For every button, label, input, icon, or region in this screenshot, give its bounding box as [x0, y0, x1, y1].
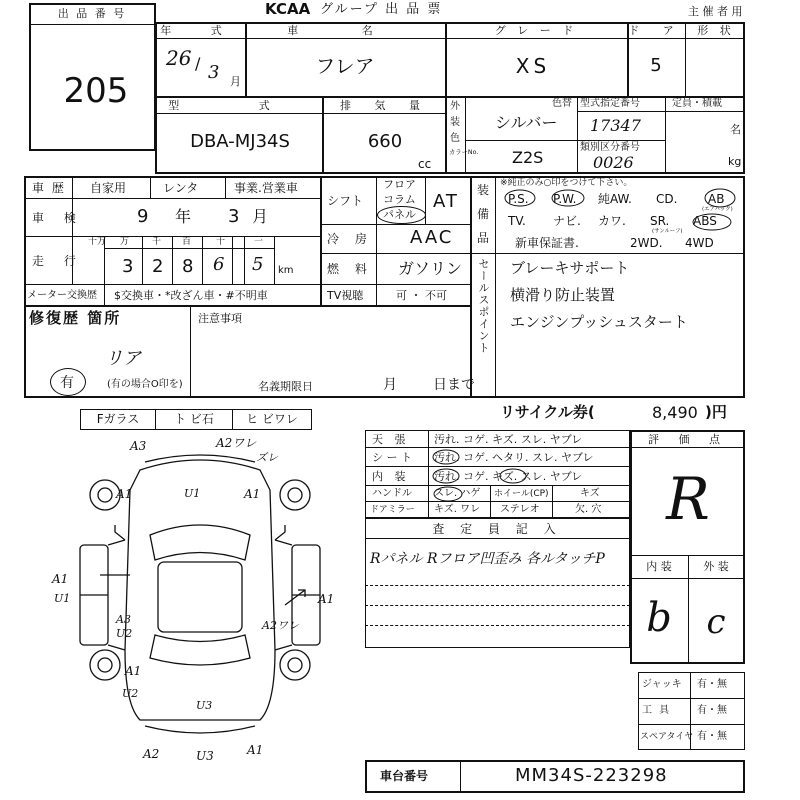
- tv-value: 可 ・ 不可: [396, 289, 447, 302]
- aircon-label: 冷 房: [327, 232, 373, 246]
- seat-label: シ ー ト: [372, 451, 412, 464]
- displacement-value: 660: [367, 131, 403, 152]
- glass-chip: ト ビ石: [174, 412, 214, 426]
- sales-point: 横滑り防止装置: [510, 286, 616, 304]
- damage-mark: A1: [244, 487, 261, 501]
- damage-mark: A2ワレ: [216, 436, 257, 450]
- capacity-label: 定員・積載: [672, 98, 722, 109]
- equip-tv: TV.: [508, 214, 526, 228]
- mileage-digit: 8: [182, 256, 194, 277]
- mileage-digit: 2: [152, 256, 164, 277]
- damage-mark: ズレ: [256, 451, 278, 464]
- handle-values: スレ. ハゲ: [434, 488, 481, 499]
- interior-label: 内 装: [372, 470, 410, 483]
- year-value: 26: [166, 46, 192, 70]
- equip-ab: AB: [708, 192, 725, 206]
- color-code-label: カラーNo.: [449, 149, 479, 157]
- equip-2wd: 2WD.: [630, 236, 663, 250]
- mirror-values: キズ. ワレ: [434, 504, 481, 515]
- organizer-label: 主 催 者 用: [688, 5, 743, 18]
- model-value: DBA-MJ34S: [190, 131, 290, 152]
- grade-value: XS: [515, 54, 551, 78]
- repair-has: 有: [60, 375, 74, 391]
- mileage-label: 走 行: [32, 254, 84, 268]
- damage-mark: A3: [116, 613, 131, 626]
- interior-grade-label: 内 装: [646, 560, 672, 573]
- chassis-label: 車台番号: [380, 769, 429, 783]
- kcaa-logo: KCAA: [265, 0, 311, 18]
- glass-crack: ヒ ビワレ: [246, 412, 298, 426]
- equip-cd: CD.: [656, 192, 678, 206]
- interior-values: 汚れ. コゲ. キズ. スレ. ヤブレ: [434, 470, 583, 483]
- shift-label: シフト: [327, 194, 364, 208]
- ceiling-label: 天 張: [372, 433, 410, 446]
- inspection-month: 3: [228, 206, 240, 227]
- equipment-hand-marks: [500, 184, 745, 234]
- glass-front: Fガラス: [96, 412, 140, 426]
- history-rental: レンタ: [163, 181, 199, 195]
- equip-pw: P.W.: [553, 192, 577, 206]
- history-business: 事業.営業車: [234, 181, 298, 195]
- exterior-color: シルバー: [495, 113, 558, 132]
- repair-location: リア: [105, 348, 141, 369]
- mileage-digit: 3: [122, 256, 134, 277]
- damage-mark: U2: [116, 627, 133, 640]
- month-unit: 月: [230, 75, 241, 88]
- inspector-comment: Rパネル Rフロア凹歪み 各ルタッチP: [370, 551, 605, 567]
- category-number: 0026: [593, 153, 634, 172]
- ceiling-values: 汚れ. コゲ. キズ. スレ. ヤブレ: [434, 433, 583, 446]
- damage-mark: A1: [247, 743, 264, 757]
- damage-mark: U2: [122, 687, 139, 700]
- jack-value: 有・無: [697, 679, 727, 690]
- fuel-value: ガソリン: [398, 259, 463, 278]
- displacement-label: 排 気 量: [340, 99, 430, 112]
- expiry-label: 名義期限日: [258, 380, 313, 393]
- evaluation-score: R: [666, 465, 710, 533]
- spare-tire-value: 有・無: [697, 731, 727, 742]
- recycle-amount: 8,490: [652, 403, 698, 422]
- equip-aw: 純AW.: [598, 192, 632, 206]
- meter-options: $交換車・*改ざん車・#不明車: [114, 289, 268, 302]
- seat-values: 汚れ. コゲ. ヘタリ. スレ. ヤブレ: [434, 451, 594, 464]
- interior-grade: b: [646, 595, 672, 641]
- mirror-label: ドアミラー: [370, 505, 415, 515]
- recycle-unit: )円: [705, 403, 727, 421]
- history-label: 車 歴: [32, 181, 66, 195]
- mileage-digit: 5: [252, 254, 264, 275]
- type-designation-number: 17347: [590, 116, 641, 135]
- shift-value: AT: [433, 191, 459, 212]
- meter-label: メーター交換歴: [27, 290, 97, 301]
- damage-mark: U1: [184, 487, 201, 500]
- car-name-label: 車 名: [287, 24, 403, 37]
- damage-mark: A2: [143, 747, 160, 761]
- stereo-label: ステレオ: [500, 504, 540, 515]
- model-label: 型 式: [168, 99, 308, 112]
- displacement-unit: cc: [418, 157, 432, 171]
- damage-mark: A1: [52, 572, 69, 586]
- damage-mark: A1: [125, 664, 142, 678]
- damage-mark: U1: [54, 592, 71, 605]
- shape-label: 形 状: [697, 24, 735, 37]
- damage-mark: U3: [196, 699, 213, 712]
- jack-label: ジャッキ: [642, 679, 682, 690]
- equip-4wd: 4WD: [685, 236, 714, 250]
- equip-navi: ナビ.: [553, 214, 581, 228]
- doors-value: 5: [650, 55, 662, 76]
- equip-leather: カワ.: [598, 214, 626, 228]
- color-code: Z2S: [512, 148, 544, 167]
- interior-hand-marks: [430, 447, 590, 503]
- lot-number: 205: [63, 71, 129, 111]
- damage-mark: A1: [318, 592, 335, 606]
- exterior-grade: c: [706, 602, 726, 642]
- tools-value: 有・無: [697, 705, 727, 716]
- inspection-year: 9: [137, 206, 149, 227]
- tools-label: 工 具: [642, 705, 672, 716]
- repair-note: (有の場合O印を): [107, 379, 183, 390]
- recycle-label: リサイクル券(: [500, 403, 595, 421]
- damage-mark: A1: [116, 487, 133, 501]
- sales-point: エンジンプッシュスタート: [510, 313, 688, 331]
- damage-mark: U3: [196, 749, 214, 763]
- equip-warranty: 新車保証書.: [515, 236, 579, 250]
- spare-tire-label: スペアタイヤ: [640, 732, 694, 742]
- car-name: フレア: [315, 54, 375, 78]
- grade-label: グ レ ー ド: [494, 24, 578, 37]
- aircon-value: AAC: [410, 227, 454, 248]
- damage-mark: A2ワレ: [262, 619, 299, 632]
- equip-abs: ABS: [693, 214, 717, 228]
- sales-point: ブレーキサポート: [510, 259, 630, 277]
- stereo-values: 欠. 穴: [575, 504, 602, 515]
- handle-label: ハンドル: [372, 488, 412, 499]
- evaluation-label: 評 価 点: [648, 433, 728, 446]
- sales-points-label: セールスポイント: [477, 258, 490, 354]
- inspection-label: 車 検: [32, 211, 84, 225]
- car-diagram: [70, 440, 330, 740]
- notes-label: 注意事項: [198, 312, 242, 325]
- mileage-digit: 6: [213, 254, 225, 275]
- damage-mark: A3: [130, 439, 147, 453]
- wheel-values: キズ: [580, 488, 600, 499]
- form-title: グループ 出 品 票: [320, 2, 443, 17]
- equipment-note: ※純正のみ○印をつけて下さい。: [500, 178, 633, 188]
- color-change-label: 色替: [552, 98, 572, 109]
- exterior-grade-label: 外 装: [703, 560, 729, 573]
- lot-number-label: 出 品 番 号: [57, 7, 127, 20]
- wheel-label: ホイール(CP): [494, 489, 549, 499]
- mileage-unit: km: [278, 265, 294, 276]
- chassis-number: MM34S-223298: [515, 765, 668, 786]
- year-label: 年 式: [160, 24, 240, 37]
- repair-label: 修復歴 箇所: [29, 309, 122, 327]
- fuel-label: 燃 料: [327, 262, 373, 276]
- inspector-label: 査 定 員 記 入: [432, 522, 562, 536]
- equip-sr: SR.: [650, 214, 670, 228]
- equip-ps: P.S.: [508, 192, 529, 206]
- category-label: 類別区分番号: [580, 142, 640, 153]
- tv-label: TV視聴: [327, 289, 364, 302]
- doors-label: ド ア: [628, 24, 684, 37]
- type-designation-label: 型式指定番号: [580, 98, 640, 109]
- history-private: 自家用: [90, 181, 127, 195]
- month-value: 3: [208, 62, 220, 83]
